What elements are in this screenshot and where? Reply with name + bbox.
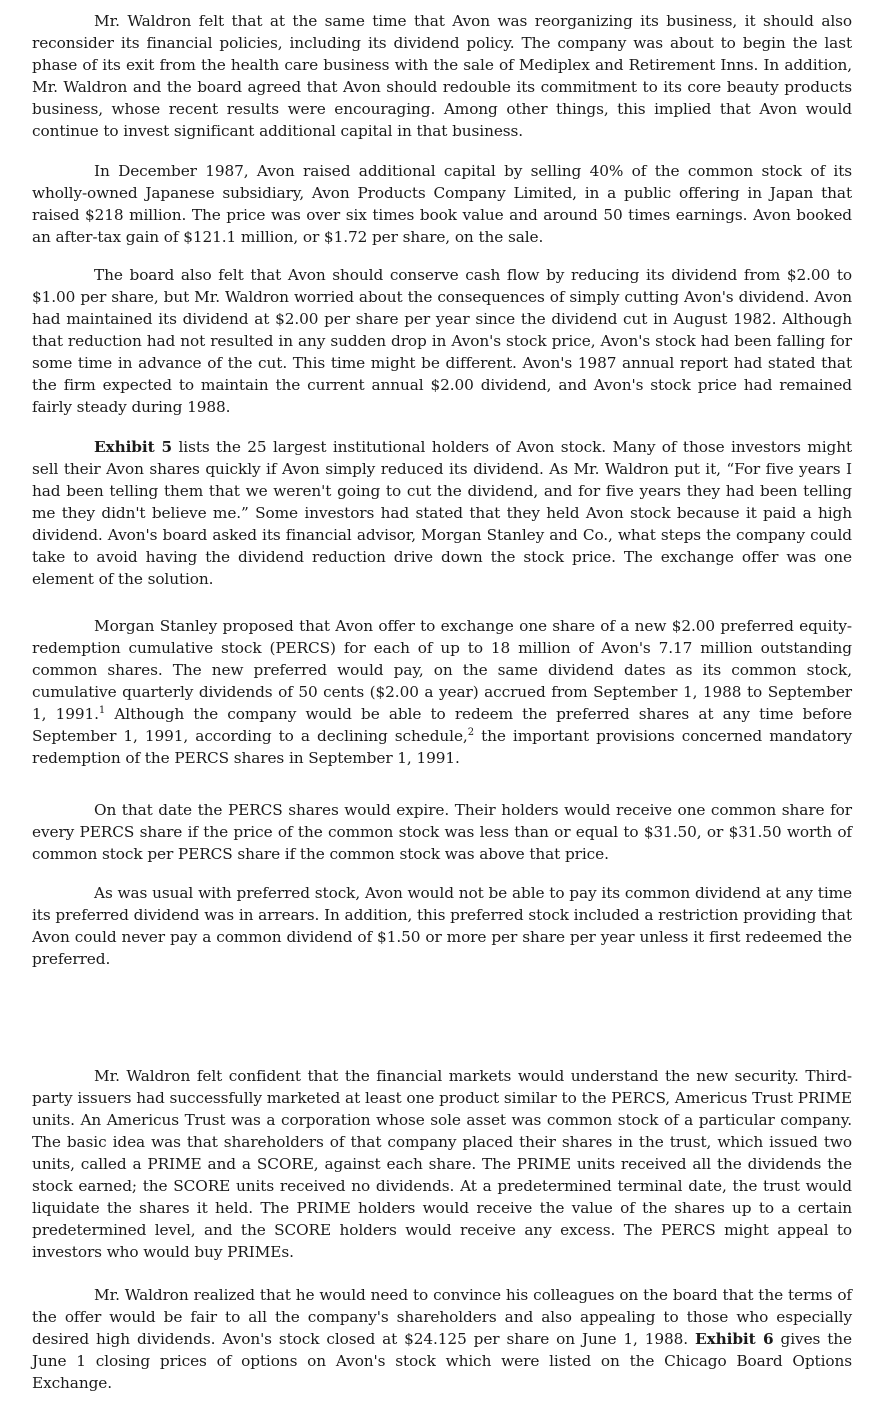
- paragraph-text: Mr. Waldron realized that he would need to convince his colleagues on the board that the terms of the offer would be fair to all the company's shareholders and also appealing to those who especially desired high dividends. Avon's stock closed at $24.125 per share on June 1, 1988.: [32, 1286, 852, 1348]
- paragraph-dividend-cut: The board also felt that Avon should conserve cash flow by reducing its dividend from $2.00 to $1.00 per share, but Mr. Waldron worried about the consequences of simply cutting Avon's dividend. Avon had maintained its dividend at $2.00 per share per year since the dividend cut in August 1982. Although that reduction had not resulted in any sudden drop in Avon's stock price, Avon's stock had been falling for some time in advance of the cut. This time might be different. Avon's 1987 annual report had stated that the firm expected to maintain the current annual $2.00 dividend, and Avon's stock price had remained fairly steady during 1988.: [32, 266, 852, 416]
- paragraph-text: Although the company would be able to redeem the preferred shares at any time before September 1, 1991, according to a declining schedule,: [32, 705, 852, 745]
- paragraph-percs-expiry: On that date the PERCS shares would expire. Their holders would receive one common share for every PERCS share if the price of the common stock was less than or equal to $31.50, or $31.50 worth of common stock per PERCS share if the common stock was above that price.: [32, 801, 852, 863]
- paragraph-text: the important provisions concerned mandatory redemption of the PERCS shares in September 1, 1991.: [32, 727, 852, 767]
- paragraph-text: gives the June 1 closing prices of options on Avon's stock which were listed on the Chicago Board Options Exchange.: [32, 1330, 852, 1392]
- paragraph-percs-proposal: [32, 615, 852, 769]
- paragraph-americus-trust: Mr. Waldron felt confident that the financial markets would understand the new security. Third-party issuers had successfully marketed at least one product similar to the PERCS, Americus Trust PRIME units. An Americus Trust was a corporation whose sole asset was common stock of a particular company. The basic idea was that shareholders of that company placed their shares in the trust, which issued two units, called a PRIME and a SCORE, against each share. The PRIME units received all the dividends the stock earned; the SCORE units received no dividends. At a predetermined terminal date, the trust would liquidate the shares it held. The PRIME holders would receive the value of the shares up to a certain predetermined level, and the SCORE holders would receive any excess. The PERCS might appeal to investors who would buy PRIMEs.: [32, 1067, 852, 1261]
- exhibit-5-reference: Exhibit 5: [94, 438, 173, 456]
- paragraph-preferred-restriction: As was usual with preferred stock, Avon would not be able to pay its common dividend at any time its preferred dividend was in arrears. In addition, this preferred stock included a restriction providing that Avon could never pay a common dividend of $1.50 or more per share per year unless it first redeemed the preferred.: [32, 884, 852, 968]
- footnote-marker-1: 1: [98, 705, 106, 716]
- paragraph-reorganization: Mr. Waldron felt that at the same time that Avon was reorganizing its business, it should also reconsider its financial policies, including its dividend policy. The company was about to begin the last phase of its exit from the health care business with the sale of Mediplex and Retirement Inns. In addition, Mr. Waldron and the board agreed that Avon should redouble its commitment to its core beauty products business, whose recent results were encouraging. Among other things, this implied that Avon would continue to invest significant additional capital in that business.: [32, 12, 852, 140]
- footnote-marker-2: 2: [467, 727, 474, 738]
- exhibit-6-reference: Exhibit 6: [695, 1330, 774, 1348]
- paragraph-institutional-holders: [32, 436, 852, 590]
- paragraph-board-fairness: [32, 1284, 852, 1394]
- paragraph-text: Morgan Stanley proposed that Avon offer to exchange one share of a new $2.00 preferred equity-redemption cumulative stock (PERCS) for each of up to 18 million of Avon's 7.17 million outstanding common shares. The new preferred would pay, on the same dividend dates as its common stock, cumulative quarterly dividends of 50 cents ($2.00 a year) accrued from September 1, 1988 to September 1, 1991.: [32, 617, 852, 723]
- paragraph-text: lists the 25 largest institutional holders of Avon stock. Many of those investors might sell their Avon shares quickly if Avon simply reduced its dividend. As Mr. Waldron put it, “For five years I had been telling them that we weren't going to cut the dividend, and for five years they had been telling me they didn't believe me.” Some investors had stated that they held Avon stock because it paid a high dividend. Avon's board asked its financial advisor, Morgan Stanley and Co., what steps the company could take to avoid having the dividend reduction drive down the stock price. The exchange offer was one element of the solution.: [32, 438, 852, 588]
- paragraph-japan-offering: In December 1987, Avon raised additional capital by selling 40% of the common stock of its wholly-owned Japanese subsidiary, Avon Products Company Limited, in a public offering in Japan that raised $218 million. The price was over six times book value and around 50 times earnings. Avon booked an after-tax gain of $121.1 million, or $1.72 per share, on the sale.: [32, 162, 852, 246]
